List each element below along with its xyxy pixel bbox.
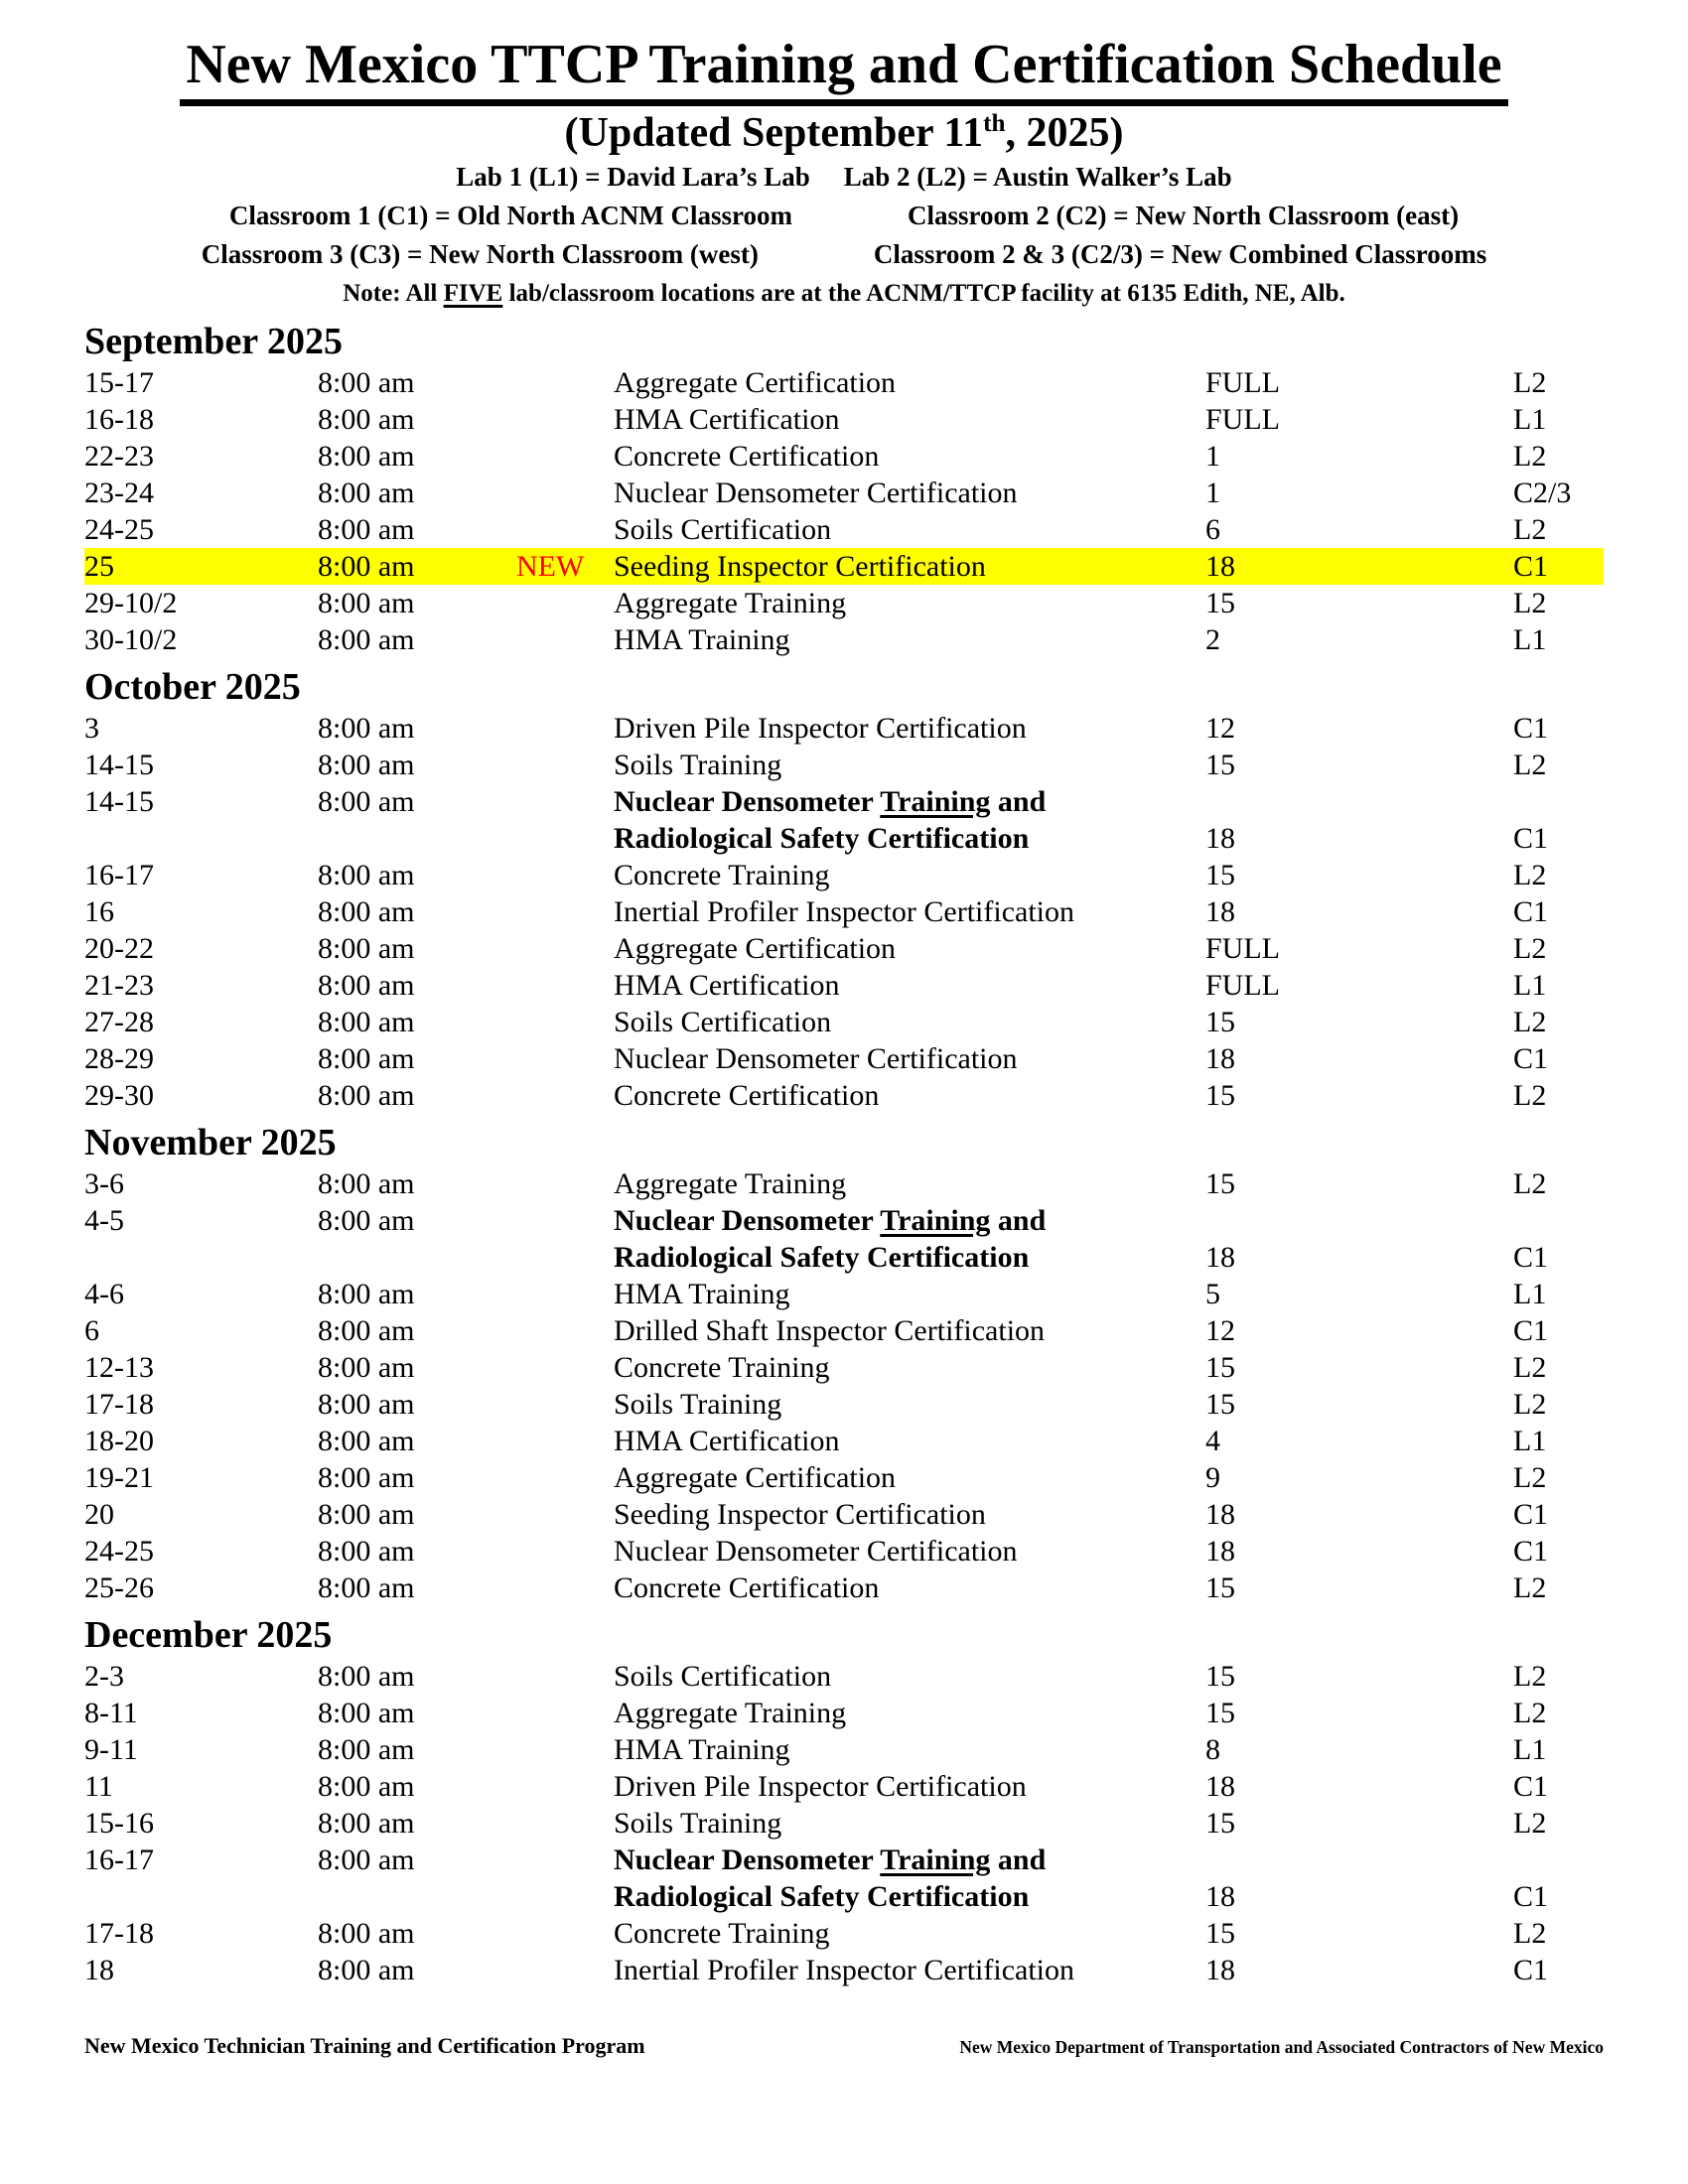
count-cell: 4	[1205, 1424, 1220, 1457]
count-cell: 18	[1205, 1879, 1235, 1913]
date-cell: 15-16	[84, 1806, 154, 1840]
schedule-row	[84, 1842, 1604, 1878]
date-cell: 25-26	[84, 1570, 154, 1604]
count-cell: 12	[1205, 1313, 1235, 1347]
course-text: Radiological Safety Certification	[614, 1240, 1030, 1274]
time-cell: 8:00 am	[318, 512, 415, 546]
course-text: Radiological Safety Certification	[614, 1879, 1030, 1913]
time-cell: 8:00 am	[318, 784, 415, 818]
course-cell: Aggregate Certification	[614, 365, 897, 399]
location-cell: L1	[1513, 402, 1547, 436]
schedule-row	[84, 1349, 1604, 1386]
time-cell: 8:00 am	[318, 894, 415, 928]
ordinal-suffix: th	[983, 109, 1006, 137]
count-cell: 18	[1205, 1240, 1235, 1274]
date-cell: 8-11	[84, 1696, 138, 1729]
legend-gap	[759, 235, 874, 274]
schedule-row	[84, 783, 1604, 820]
location-cell: C1	[1513, 1041, 1549, 1075]
page-title: New Mexico TTCP Training and Certification Schedule	[180, 34, 1507, 106]
location-cell: C1	[1513, 1240, 1549, 1274]
course-cell: Concrete Training	[614, 858, 830, 891]
course-cell: HMA Training	[614, 1732, 790, 1766]
legend-gap	[810, 158, 844, 197]
location-cell: C1	[1513, 711, 1549, 745]
date-cell: 15-17	[84, 365, 154, 399]
schedule-row	[84, 930, 1604, 967]
count-cell: 15	[1205, 748, 1235, 781]
location-cell: L2	[1513, 931, 1547, 965]
location-cell: L1	[1513, 622, 1547, 656]
location-cell: L2	[1513, 1570, 1547, 1604]
schedule-row	[84, 1915, 1604, 1952]
date-cell: 29-10/2	[84, 586, 178, 619]
note-underlined-word: FIVE	[443, 279, 503, 307]
time-cell: 8:00 am	[318, 622, 415, 656]
course-cell: HMA Certification	[614, 968, 840, 1002]
time-cell: 8:00 am	[318, 1387, 415, 1421]
course-cell: Aggregate Training	[614, 586, 847, 619]
schedule-row	[84, 1459, 1604, 1496]
date-cell: 6	[84, 1313, 99, 1347]
schedule-row	[84, 893, 1604, 930]
classroom1-legend: Classroom 1 (C1) = Old North ACNM Classroom	[228, 200, 793, 230]
location-cell: L2	[1513, 1387, 1547, 1421]
course-cell: Aggregate Certification	[614, 931, 897, 965]
month-header: December 2025	[84, 1613, 333, 1656]
count-cell: 6	[1205, 512, 1220, 546]
date-cell: 2-3	[84, 1659, 124, 1693]
date-cell: 16	[84, 894, 114, 928]
count-cell: 15	[1205, 586, 1235, 619]
course-cell	[614, 1878, 1205, 1915]
location-cell: L1	[1513, 1277, 1547, 1310]
course-text: Radiological Safety Certification	[614, 821, 1030, 855]
time-cell: 8:00 am	[318, 1732, 415, 1766]
time-cell: 8:00 am	[318, 968, 415, 1002]
course-cell: Soils Training	[614, 1387, 782, 1421]
note-text-end: lab/classroom locations are at the ACNM/TTCP facility at 6135 Edith, NE, Alb.	[502, 279, 1345, 307]
course-cell: Concrete Certification	[614, 1078, 880, 1112]
schedule-row	[84, 1386, 1604, 1423]
location-cell: L2	[1513, 1350, 1547, 1384]
schedule-row	[84, 1040, 1604, 1077]
location-cell: L1	[1513, 1424, 1547, 1457]
schedule-row	[84, 857, 1604, 893]
course-text: Nuclear Densometer	[614, 1843, 881, 1876]
location-cell: L2	[1513, 1166, 1547, 1200]
time-cell: 8:00 am	[318, 1203, 415, 1237]
time-cell: 8:00 am	[318, 1460, 415, 1494]
time-cell: 8:00 am	[318, 858, 415, 891]
course-cell: Aggregate Certification	[614, 1460, 897, 1494]
time-cell: 8:00 am	[318, 1041, 415, 1075]
location-cell: C1	[1513, 1879, 1549, 1913]
count-cell: FULL	[1205, 365, 1280, 399]
course-cell: Drilled Shaft Inspector Certification	[614, 1313, 1046, 1347]
time-cell: 8:00 am	[318, 1424, 415, 1457]
lab2-legend: Lab 2 (L2) = Austin Walker’s Lab	[843, 161, 1232, 192]
count-cell: 8	[1205, 1732, 1220, 1766]
schedule	[84, 319, 1604, 1988]
schedule-row	[84, 710, 1604, 747]
location-cell: C2/3	[1513, 476, 1572, 509]
date-cell: 14-15	[84, 784, 154, 818]
location-cell: L2	[1513, 512, 1547, 546]
time-cell: 8:00 am	[318, 711, 415, 745]
date-cell: 27-28	[84, 1005, 154, 1038]
count-cell: 2	[1205, 622, 1220, 656]
schedule-row	[84, 1202, 1604, 1239]
course-cell: Driven Pile Inspector Certification	[614, 711, 1027, 745]
date-cell: 16-17	[84, 858, 154, 891]
schedule-row	[84, 548, 1604, 585]
classroom-legend-line-1	[0, 197, 1688, 235]
schedule-row	[84, 1312, 1604, 1349]
location-cell: L1	[1513, 1732, 1547, 1766]
date-cell: 20-22	[84, 931, 154, 965]
footer-program-name: New Mexico Technician Training and Certification Program	[84, 2033, 645, 2058]
schedule-row	[84, 621, 1604, 658]
time-cell: 8:00 am	[318, 1769, 415, 1803]
subtitle-text: (Updated September 11	[564, 109, 984, 156]
count-cell: 18	[1205, 1769, 1235, 1803]
schedule-row	[84, 1496, 1604, 1533]
location-cell: L2	[1513, 748, 1547, 781]
location-note	[0, 274, 1688, 313]
lab-legend-line	[0, 158, 1688, 197]
time-cell: 8:00 am	[318, 1005, 415, 1038]
count-cell: 15	[1205, 1387, 1235, 1421]
location-cell: L2	[1513, 1005, 1547, 1038]
count-cell: 18	[1205, 821, 1235, 855]
count-cell: 9	[1205, 1460, 1220, 1494]
month-header: November 2025	[84, 1121, 337, 1163]
footer-org-name: New Mexico Department of Transportation and Associated Contractors of New Mexico	[959, 2037, 1604, 2057]
course-cell: Nuclear Densometer Certification	[614, 1534, 1018, 1568]
course-text: and	[990, 1203, 1047, 1237]
date-cell: 17-18	[84, 1916, 154, 1950]
course-cell: Nuclear Densometer Certification	[614, 1041, 1018, 1075]
location-cell: C1	[1513, 1534, 1549, 1568]
course-text: and	[990, 784, 1047, 818]
location-cell: L2	[1513, 1696, 1547, 1729]
course-cell: Inertial Profiler Inspector Certification	[614, 894, 1074, 928]
location-cell: L2	[1513, 586, 1547, 619]
schedule-row	[84, 364, 1604, 401]
subtitle-text-end: , 2025)	[1005, 109, 1124, 156]
course-cell: Aggregate Training	[614, 1166, 847, 1200]
location-cell: L2	[1513, 1916, 1547, 1950]
course-cell: Concrete Certification	[614, 1570, 880, 1604]
course-cell	[614, 820, 1205, 857]
new-flag: NEW	[516, 549, 585, 583]
location-cell: L2	[1513, 1806, 1547, 1840]
schedule-row	[84, 967, 1604, 1004]
location-cell: L2	[1513, 1078, 1547, 1112]
course-cell	[614, 1239, 1205, 1276]
underlined-course-word: Training	[880, 1843, 991, 1876]
date-cell: 3	[84, 711, 99, 745]
course-cell: Seeding Inspector Certification	[614, 1497, 986, 1531]
count-cell: 5	[1205, 1277, 1220, 1310]
date-cell: 17-18	[84, 1387, 154, 1421]
date-cell: 21-23	[84, 968, 154, 1002]
course-cell: HMA Certification	[614, 1424, 840, 1457]
time-cell: 8:00 am	[318, 1696, 415, 1729]
course-text: Nuclear Densometer	[614, 1203, 881, 1237]
schedule-row	[84, 1878, 1604, 1915]
time-cell: 8:00 am	[318, 549, 415, 583]
time-cell: 8:00 am	[318, 1843, 415, 1876]
count-cell: 18	[1205, 1953, 1235, 1986]
date-cell: 14-15	[84, 748, 154, 781]
count-cell: 18	[1205, 1041, 1235, 1075]
count-cell: 1	[1205, 439, 1220, 473]
schedule-row	[84, 1533, 1604, 1570]
time-cell: 8:00 am	[318, 439, 415, 473]
date-cell: 16-17	[84, 1843, 154, 1876]
time-cell: 8:00 am	[318, 1570, 415, 1604]
time-cell: 8:00 am	[318, 365, 415, 399]
classroom3-legend: Classroom 3 (C3) = New North Classroom (west)	[201, 238, 759, 269]
location-cell: C1	[1513, 549, 1549, 583]
count-cell: 15	[1205, 1916, 1235, 1950]
schedule-row	[84, 820, 1604, 857]
month-header: October 2025	[84, 665, 301, 708]
count-cell: 15	[1205, 1078, 1235, 1112]
course-cell: Driven Pile Inspector Certification	[614, 1769, 1027, 1803]
schedule-row	[84, 1165, 1604, 1202]
schedule-row	[84, 1239, 1604, 1276]
course-text: Nuclear Densometer	[614, 784, 881, 818]
count-cell: 15	[1205, 1166, 1235, 1200]
time-cell: 8:00 am	[318, 1277, 415, 1310]
time-cell: 8:00 am	[318, 1806, 415, 1840]
classroom2-legend: Classroom 2 (C2) = New North Classroom (east)	[908, 200, 1460, 230]
course-cell: Nuclear Densometer Certification	[614, 476, 1018, 509]
location-cell: L2	[1513, 1659, 1547, 1693]
location-cell: C1	[1513, 894, 1549, 928]
date-cell: 12-13	[84, 1350, 154, 1384]
course-cell: Concrete Training	[614, 1916, 830, 1950]
count-cell: 18	[1205, 549, 1235, 583]
time-cell: 8:00 am	[318, 1659, 415, 1693]
location-cell: C1	[1513, 821, 1549, 855]
count-cell: 15	[1205, 1005, 1235, 1038]
schedule-row	[84, 1570, 1604, 1606]
time-cell: 8:00 am	[318, 1350, 415, 1384]
time-cell: 8:00 am	[318, 1497, 415, 1531]
document-footer	[84, 2033, 1604, 2059]
time-cell: 8:00 am	[318, 586, 415, 619]
course-cell: Concrete Certification	[614, 439, 880, 473]
time-cell: 8:00 am	[318, 476, 415, 509]
location-cell: C1	[1513, 1953, 1549, 1986]
schedule-row	[84, 1805, 1604, 1842]
count-cell: 12	[1205, 711, 1235, 745]
course-cell: HMA Training	[614, 622, 790, 656]
course-cell: Soils Training	[614, 1806, 782, 1840]
count-cell: 18	[1205, 1497, 1235, 1531]
schedule-row	[84, 1952, 1604, 1988]
course-cell: Soils Certification	[614, 512, 832, 546]
location-cell: L1	[1513, 968, 1547, 1002]
lab1-legend: Lab 1 (L1) = David Lara’s Lab	[456, 161, 810, 192]
schedule-row	[84, 1768, 1604, 1805]
classroom-legend-line-2	[0, 235, 1688, 274]
course-cell: Seeding Inspector Certification	[614, 549, 986, 583]
date-cell: 3-6	[84, 1166, 124, 1200]
date-cell: 9-11	[84, 1732, 138, 1766]
course-text: and	[990, 1843, 1047, 1876]
schedule-row	[84, 511, 1604, 548]
location-cell: L2	[1513, 858, 1547, 891]
count-cell: FULL	[1205, 402, 1280, 436]
time-cell: 8:00 am	[318, 748, 415, 781]
schedule-row	[84, 1658, 1604, 1695]
date-cell: 18-20	[84, 1424, 154, 1457]
date-cell: 24-25	[84, 512, 154, 546]
date-cell: 4-6	[84, 1277, 124, 1310]
schedule-row	[84, 1695, 1604, 1731]
count-cell: 15	[1205, 1350, 1235, 1384]
date-cell: 16-18	[84, 402, 154, 436]
underlined-course-word: Training	[880, 784, 991, 818]
count-cell: 18	[1205, 894, 1235, 928]
schedule-row	[84, 585, 1604, 621]
underlined-course-word: Training	[880, 1203, 991, 1237]
location-cell: C1	[1513, 1497, 1549, 1531]
count-cell: 15	[1205, 1806, 1235, 1840]
date-cell: 18	[84, 1953, 114, 1986]
date-cell: 11	[84, 1769, 113, 1803]
course-cell: Concrete Training	[614, 1350, 830, 1384]
course-cell: HMA Training	[614, 1277, 790, 1310]
location-cell: L2	[1513, 365, 1547, 399]
date-cell: 22-23	[84, 439, 154, 473]
date-cell: 23-24	[84, 476, 154, 509]
schedule-row	[84, 1731, 1604, 1768]
schedule-row	[84, 475, 1604, 511]
schedule-row	[84, 1276, 1604, 1312]
date-cell: 28-29	[84, 1041, 154, 1075]
time-cell: 8:00 am	[318, 1166, 415, 1200]
course-cell: Soils Certification	[614, 1659, 832, 1693]
location-cell: C1	[1513, 1769, 1549, 1803]
classroom23-legend: Classroom 2 & 3 (C2/3) = New Combined Classrooms	[873, 238, 1487, 269]
location-cell: L2	[1513, 1460, 1547, 1494]
document-header	[0, 34, 1688, 313]
course-cell	[614, 783, 1205, 820]
count-cell: FULL	[1205, 931, 1280, 965]
time-cell: 8:00 am	[318, 402, 415, 436]
count-cell: 1	[1205, 476, 1220, 509]
date-cell: 20	[84, 1497, 114, 1531]
date-cell: 30-10/2	[84, 622, 178, 656]
date-cell: 19-21	[84, 1460, 154, 1494]
course-cell: Aggregate Training	[614, 1696, 847, 1729]
course-cell	[614, 1842, 1205, 1878]
schedule-row	[84, 1004, 1604, 1040]
updated-date-subtitle	[0, 108, 1688, 158]
date-cell: 4-5	[84, 1203, 124, 1237]
course-cell: HMA Certification	[614, 402, 840, 436]
course-cell: Soils Certification	[614, 1005, 832, 1038]
time-cell: 8:00 am	[318, 1953, 415, 1986]
course-cell	[614, 1202, 1205, 1239]
count-cell: 18	[1205, 1534, 1235, 1568]
count-cell: 15	[1205, 1570, 1235, 1604]
month-header: September 2025	[84, 320, 343, 362]
course-cell: Soils Training	[614, 748, 782, 781]
date-cell: 25	[84, 549, 114, 583]
schedule-row	[84, 401, 1604, 438]
count-cell: 15	[1205, 1696, 1235, 1729]
time-cell: 8:00 am	[318, 1078, 415, 1112]
time-cell: 8:00 am	[318, 931, 415, 965]
note-text: Note: All	[343, 279, 444, 307]
schedule-row	[84, 747, 1604, 783]
date-cell: 24-25	[84, 1534, 154, 1568]
time-cell: 8:00 am	[318, 1534, 415, 1568]
location-cell: L2	[1513, 439, 1547, 473]
count-cell: 15	[1205, 1659, 1235, 1693]
schedule-row	[84, 438, 1604, 475]
course-cell: Inertial Profiler Inspector Certification	[614, 1953, 1074, 1986]
time-cell: 8:00 am	[318, 1916, 415, 1950]
count-cell: FULL	[1205, 968, 1280, 1002]
schedule-row	[84, 1423, 1604, 1459]
schedule-row	[84, 1077, 1604, 1114]
legend-gap	[792, 197, 908, 235]
count-cell: 15	[1205, 858, 1235, 891]
location-cell: C1	[1513, 1313, 1549, 1347]
date-cell: 29-30	[84, 1078, 154, 1112]
time-cell: 8:00 am	[318, 1313, 415, 1347]
